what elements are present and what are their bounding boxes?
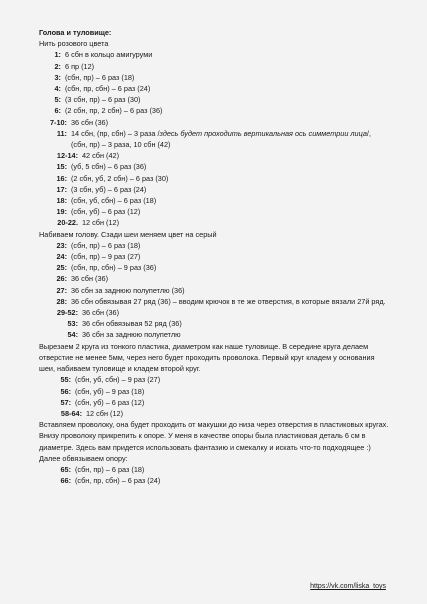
row-text: 6 сбн в кольцо амигуруми: [65, 50, 153, 60]
row-text: (3 сбн, уб) – 6 раз (24): [71, 184, 147, 194]
row-text: (сбн, пр, сбн) – 9 раз (36): [71, 263, 157, 273]
row-text: 42 сбн (42): [82, 151, 120, 161]
row-text: (сбн, уб) – 6 раз (12): [71, 207, 141, 217]
rows-group-1: [39, 49, 387, 127]
row-text-part: 14 сбн, (пр, сбн) – 3 раза /: [71, 128, 160, 138]
rows-group-2: [39, 150, 387, 228]
row-text: (сбн, уб) – 9 раз (18): [75, 386, 145, 396]
row-text: (сбн, уб, сбн) – 9 раз (27): [75, 375, 161, 385]
row-number: 20-22.: [57, 218, 78, 228]
row-text: (сбн, пр) – 6 раз (18): [75, 464, 145, 474]
section-title: Голова и туловище:: [39, 28, 112, 37]
row-number: 17:: [56, 184, 67, 194]
pattern-row: [53, 374, 387, 385]
row-text: 12 сбн (12): [86, 408, 124, 418]
pattern-row-28: [49, 296, 387, 307]
row-number: 27:: [56, 285, 67, 295]
rows-group-6: [39, 464, 387, 486]
row-number: 12-14:: [56, 151, 78, 161]
row-text: (сбн, уб, сбн) – 6 раз (18): [71, 196, 157, 206]
pattern-row: [49, 61, 387, 72]
row-number: 4:: [54, 84, 61, 94]
row-text: (сбн, пр) – 6 раз (18): [71, 240, 141, 250]
row-number: 28:: [56, 296, 67, 306]
row-text: (уб, 5 сбн) – 6 раз (36): [71, 162, 147, 172]
row-text: 36 сбн обвязывая 27 ряд (36) – вводим крючок в те же отверстия, в которые вязали 27й ряд.: [71, 296, 386, 306]
pattern-row: [49, 240, 387, 251]
row-text: 36 сбн (36): [71, 117, 109, 127]
pattern-row: [53, 475, 387, 486]
row-number: 3:: [54, 72, 61, 82]
row-number: 7-10:: [49, 117, 67, 127]
row-number: 19:: [56, 207, 67, 217]
pattern-row: [49, 72, 387, 83]
row-number: 16:: [56, 173, 67, 183]
row-text: 12 сбн (12): [82, 218, 120, 228]
row-number: 15:: [56, 162, 67, 172]
paragraph-wire: Вставляем проволоку, она будет проходить от макушки до низа через отверстия в пластиковых кругах. Внизу проволоку прикрепить к опоре. У меня в качестве опоры была пластиковая деталь 6 см в диаметре. Здесь вам придется использовать фантазию и смекалку и искать что-то подходящее :): [39, 420, 389, 452]
row-text: (сбн, пр) – 6 раз (18): [65, 72, 135, 82]
row-text: 36 сбн за заднюю полупетлю: [82, 330, 181, 340]
row-number: 26:: [56, 274, 67, 284]
rows-group-4: [39, 307, 387, 341]
pattern-row: [49, 94, 387, 105]
row-number: 57:: [60, 397, 71, 407]
pattern-row: [49, 83, 387, 94]
row-text: (сбн, пр) – 9 раз (27): [71, 252, 141, 262]
row-number: 1:: [54, 50, 61, 60]
row-number: 2:: [54, 61, 61, 71]
pattern-row: [49, 329, 387, 340]
note-head: Набиваем голову. Сзади шеи меняем цвет на серый: [39, 229, 217, 239]
pattern-row: [49, 217, 387, 228]
row-number: 66:: [60, 476, 71, 486]
pattern-row: [49, 318, 387, 329]
row-number: 53:: [67, 319, 78, 329]
row-text: 36 сбн обвязывая 52 ряд (36): [82, 319, 182, 329]
footer-link-text[interactable]: https://vk.com/liska_toys: [310, 583, 386, 590]
footer-link[interactable]: [310, 581, 386, 592]
pattern-row: [49, 161, 387, 172]
row-text: 36 сбн за заднюю полупетлю (36): [71, 285, 185, 295]
row-text: 6 пр (12): [65, 61, 95, 71]
note-base: Далее обвязываем опору:: [39, 453, 128, 463]
rows-group-5: [39, 374, 387, 419]
row-number: 56:: [60, 386, 71, 396]
pattern-row: [49, 150, 387, 161]
row-number: 6:: [54, 106, 61, 116]
row-number: 24:: [56, 252, 67, 262]
pattern-row: [49, 173, 387, 184]
row-number: 25:: [56, 263, 67, 273]
row-text: (2 сбн, уб, 2 сбн) – 6 раз (30): [71, 173, 169, 183]
row-text: (сбн, уб) – 6 раз (12): [75, 397, 145, 407]
pattern-row: [49, 105, 387, 116]
pattern-row: [53, 408, 387, 419]
row-number: 11:: [56, 128, 67, 138]
row-number: 5:: [54, 95, 61, 105]
row-text: 36 сбн (36): [82, 308, 120, 318]
pattern-row-11: [49, 128, 387, 150]
pattern-row: [49, 195, 387, 206]
pattern-row: [49, 117, 387, 128]
rows-group-3: [39, 240, 387, 296]
row-text: (3 сбн, пр) – 6 раз (30): [65, 95, 141, 105]
pattern-row: [53, 397, 387, 408]
row-text: [67, 128, 389, 150]
pattern-row: [49, 307, 387, 318]
pattern-row: [49, 184, 387, 195]
pattern-row: [53, 464, 387, 475]
row-text: (сбн, пр, сбн) – 6 раз (24): [75, 476, 161, 486]
paragraph-plastic-circles: Вырезаем 2 круга из тонкого пластика, диаметром как наше туловище. В середине круга делаем отверстие не менее 5мм, через него будет проходить проволока. Первый круг кладем у основания шеи, набиваем туловище и кладем второй круг.: [39, 341, 375, 374]
pattern-row: [49, 273, 387, 284]
row-number: 23:: [56, 240, 67, 250]
row-text: (2 сбн, пр, 2 сбн) – 6 раз (36): [65, 106, 163, 116]
row-text: 36 сбн (36): [71, 274, 109, 284]
row-number: 65:: [60, 464, 71, 474]
row-number: 29-52:: [56, 308, 78, 318]
row-italic-note: здесь будет проходить вертикальная ось симметрии лица: [159, 128, 367, 138]
row-number: 58-64:: [60, 408, 82, 418]
row-number: 54:: [67, 330, 78, 340]
intro-text: Нить розового цвета: [39, 39, 109, 49]
row-number: 55:: [60, 375, 71, 385]
pattern-row: [49, 285, 387, 296]
row-text: (сбн, пр, сбн) – 6 раз (24): [65, 84, 151, 94]
pattern-row: [49, 262, 387, 273]
pattern-row: [49, 251, 387, 262]
pattern-row: [53, 386, 387, 397]
pattern-row: [49, 49, 387, 60]
row-number: 18:: [56, 196, 67, 206]
row-text-part: /, (сбн, пр) – 3 раза, 10 сбн (42): [71, 128, 371, 150]
pattern-row: [49, 206, 387, 217]
